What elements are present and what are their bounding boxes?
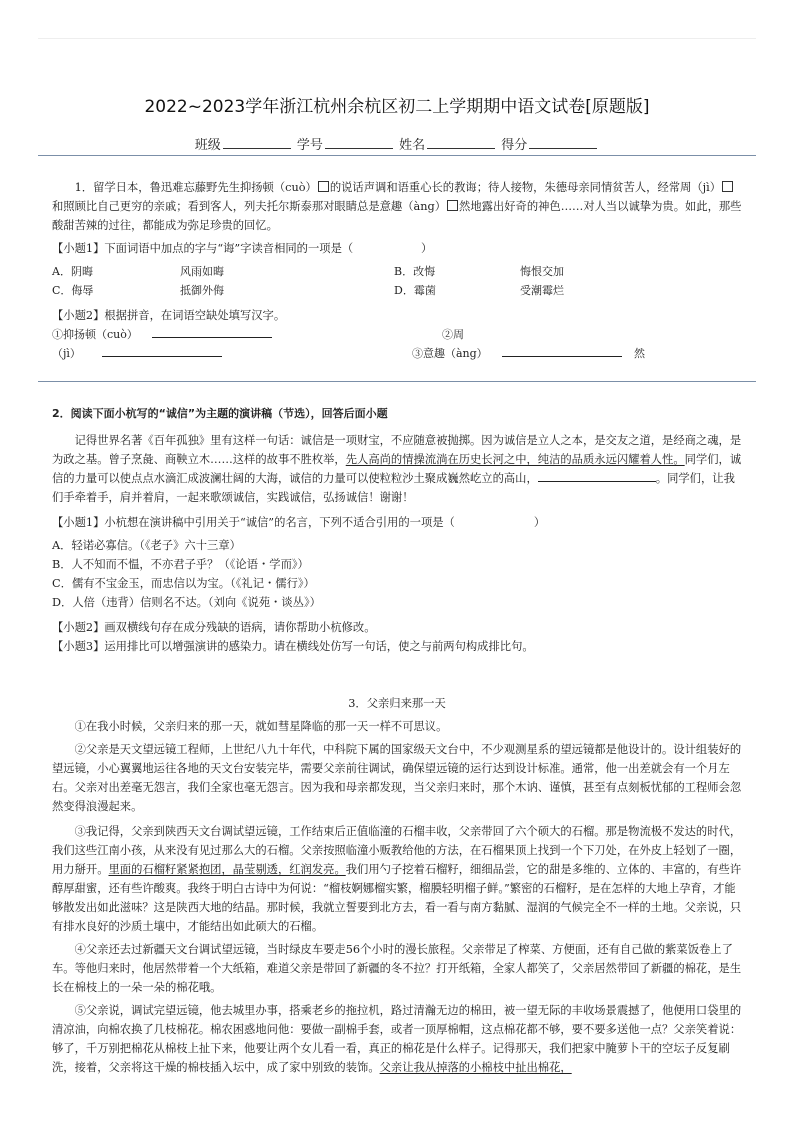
student-info-line — [0, 134, 794, 153]
q1-passage: 1．留学日本，鲁迅难忘藤野先生抑扬顿（cuò） 的说话声调和语重心长的教诲；待人接物，朱德母亲同情贫苦人，经常周（jì）和照顾比自己更穷的亲戚；看到客人，列夫托尔斯泰那对眼睛总是意趣（àng） 然地露出好奇的神色……对人当以诚挚为贵。如此，那些酸甜苦辣的过往，都能成为弥足珍贵的回忆。 — [52, 181, 742, 232]
q3-paragraph-4: ④父亲还去过新疆天文台调试望远镜，当时绿皮车要走56个小时的漫长旅程。父亲带足了榨菜、方便面，还有自己做的紫菜饭卷上了车。等他归来时，他居然带着一个大纸箱，难道父亲是带回了新疆的冬不拉？打开纸箱，全家人都笑了，父亲居然带回了新疆的棉花，是生长在棉枝上的一朵一朵的棉花哦。 — [52, 943, 742, 994]
underlined-sentence: 里面的石榴籽紧紧抱团，晶莹剔透，红润发亮。 — [108, 863, 346, 876]
underlined-sentence: 父亲让我从掉落的小棉枝中扯出棉花， — [379, 1061, 572, 1074]
q2-parallel-blank[interactable] — [538, 469, 656, 482]
option-c-phrase: 抵御外侮 — [180, 284, 224, 297]
section-divider — [38, 155, 756, 156]
page-title: 2022~2023学年浙江杭州余杭区初二上学期期中语文试卷[原题版] — [144, 97, 650, 117]
fill-3-suffix: 然 — [634, 347, 645, 360]
blank-box — [318, 181, 329, 192]
q2-sub3: 【小题3】运用排比可以增强演讲的感染力。请在横线处仿写一句话，使之与前两句构成排比句。 — [52, 640, 534, 653]
fill-2-pinyin: （jì） — [52, 347, 81, 360]
option-d[interactable]: D．霉菌 — [394, 284, 436, 297]
fill-2-label: ②周 — [442, 328, 464, 341]
q1-sub1: 【小题1】下面词语中加点的字与“诲”字读音相同的一项是（ ） — [52, 242, 433, 255]
q2-heading: 2．阅读下面小杭写的“诚信”为主题的演讲稿（节选），回答后面小题 — [52, 407, 388, 420]
q2-option-a[interactable]: A．轻诺必寡信。（《老子》六十三章） — [52, 539, 241, 552]
q2-sub1: 【小题1】小杭想在演讲稿中引用关于“诚信”的名言，下列不适合引用的一项是（ ） — [52, 516, 546, 529]
q2-option-d[interactable]: D．人倍（违背）信则名不达。（刘向《说苑・谈丛》） — [52, 596, 321, 609]
q2-passage: 记得世界名著《百年孤独》里有这样一句话：诚信是一项财宝，不应随意被抛掷。因为诚信是立人之本，是交友之道，是经商之魂，是为政之基。曾子烹彘、商鞅立木……这样的故事不胜枚举，先人高尚的情操流淌在历史长河之中，纯洁的品质永远闪耀着人性。同学们，诚信的力量可以使点点水滴汇成波澜壮阔的大海，诚信的力量可以使粒粒沙土聚成巍然屹立的高山， 。同学们，让我们手牵着手，肩并着肩，一起来歌颂诚信，实践诚信，弘扬诚信！谢谢！ — [52, 434, 742, 504]
fill-3-blank[interactable] — [502, 344, 622, 357]
option-a-phrase: 风雨如晦 — [180, 265, 224, 278]
option-b-phrase: 悔恨交加 — [520, 265, 564, 278]
q1-option-row — [52, 281, 742, 300]
class-blank[interactable] — [223, 136, 291, 149]
option-d-phrase: 受潮霉烂 — [520, 284, 564, 297]
score-label: 得分 — [501, 138, 528, 153]
fill-1-label: ①抑扬顿（cuò） — [52, 328, 138, 341]
name-label: 姓名 — [399, 138, 426, 153]
class-label: 班级 — [194, 138, 221, 153]
fill-2-blank[interactable] — [102, 344, 222, 357]
q3-paragraph-3: ③我记得，父亲到陕西天文台调试望远镜，工作结束后正值临潼的石榴丰收，父亲带回了六个硕大的石榴。那是物流极不发达的时代，我们这些江南小孩，从来没有见过那么大的石榴。父亲按照临潼小贩教给他的方法，在石榴果顶上找到一个下刀处，在外皮上轻划了一圈，用力掰开。里面的石榴籽紧紧抱团，晶莹剔透，红润发亮。我们用勺子挖着石榴籽，细细品尝，它的甜是多维的、立体的、丰富的，有些许醇厚甜蜜，还有些许酸爽。我终于明白古诗中为何说：“榴枝婀娜榴实繁，榴膜轻明榴子鲜。”繁密的石榴籽，是在怎样的大地上孕育，才能够散发出如此滋味？这是陕西大地的结晶。那时候，我就立誓要到北方去，看一看与南方黏腻、湿润的气候完全不一样的土地。父亲说，只有排水良好的沙质土壤中，才能结出如此硕大的石榴。 — [52, 825, 742, 933]
double-underlined-sentence: 先人高尚的情操流淌在历史长河之中，纯洁的品质永远闪耀着人性。 — [345, 453, 685, 466]
q1-sub2: 【小题2】根据拼音，在词语空缺处填写汉字。 — [52, 309, 286, 322]
score-blank[interactable] — [529, 136, 597, 149]
option-a[interactable]: A．阴晦 — [52, 265, 93, 278]
q2-option-b[interactable]: B．人不知而不愠，不亦君子乎？（《论语・学而》） — [52, 558, 309, 571]
number-label: 学号 — [296, 138, 323, 153]
fill-3-label: ③意趣（àng） — [412, 347, 488, 360]
name-blank[interactable] — [427, 136, 495, 149]
q1-fill-row — [52, 325, 742, 344]
q1-option-row — [52, 262, 742, 281]
q3-paragraph-2: ②父亲是天文望远镜工程师，上世纪八九十年代，中科院下属的国家级天文台中，不少观测星系的望远镜都是他设计的。设计组装好的望远镜，小心翼翼地运往各地的天文台安装完毕，需要父亲前往调试，确保望远镜的运行达到设计标准。通常，他一出差就会有一个月左右。父亲对出差毫无怨言，我们全家也毫无怨言。因为我和母亲都发现，当父亲归来时，那个木讷、谨慎，甚至有点刻板忧郁的工程师会忽然变得浪漫起来。 — [52, 743, 742, 813]
q3-paragraph-5: ⑤父亲说，调试完望远镜，他去城里办事，搭乘老乡的拖拉机，路过清瀚无边的棉田，被一望无际的丰收场景震撼了，他便用口袋里的清凉油，向棉农换了几枝棉花。棉农困惑地问他：要做一副棉手套，或者一顶厚棉帽，这点棉花都不够，要不要多送他一点？父亲笑着说：够了，千万别把棉花从棉枝上扯下来，他要让两个女儿看一看，真正的棉花是什么样子。记得那天，我们把家中腌萝卜干的空坛子反复刷洗，接着，父亲将这干燥的棉枝插入坛中，成了家中别致的装饰。父亲让我从掉落的小棉枝中扯出棉花， — [52, 1004, 742, 1074]
q3-title: 3．父亲归来那一天 — [348, 697, 446, 710]
q2-option-c[interactable]: C．儒有不宝金玉，而忠信以为宝。（《礼记・儒行》） — [52, 577, 315, 590]
option-b[interactable]: B．改悔 — [394, 265, 436, 278]
number-blank[interactable] — [325, 136, 393, 149]
section-divider — [38, 381, 756, 382]
blank-box — [722, 181, 733, 192]
question-3 — [52, 694, 742, 1077]
blank-box — [447, 200, 458, 211]
question-1 — [52, 178, 742, 363]
option-c[interactable]: C．侮辱 — [52, 284, 94, 297]
question-2 — [52, 404, 742, 656]
top-divider — [38, 38, 756, 39]
q2-sub2: 【小题2】画双横线句存在成分残缺的语病，请你帮助小杭修改。 — [52, 621, 376, 634]
fill-1-blank[interactable] — [152, 325, 272, 338]
q3-paragraph-1: ①在我小时候，父亲归来的那一天，就如彗星降临的那一天一样不可思议。 — [74, 720, 448, 733]
q1-fill-row — [52, 344, 742, 363]
